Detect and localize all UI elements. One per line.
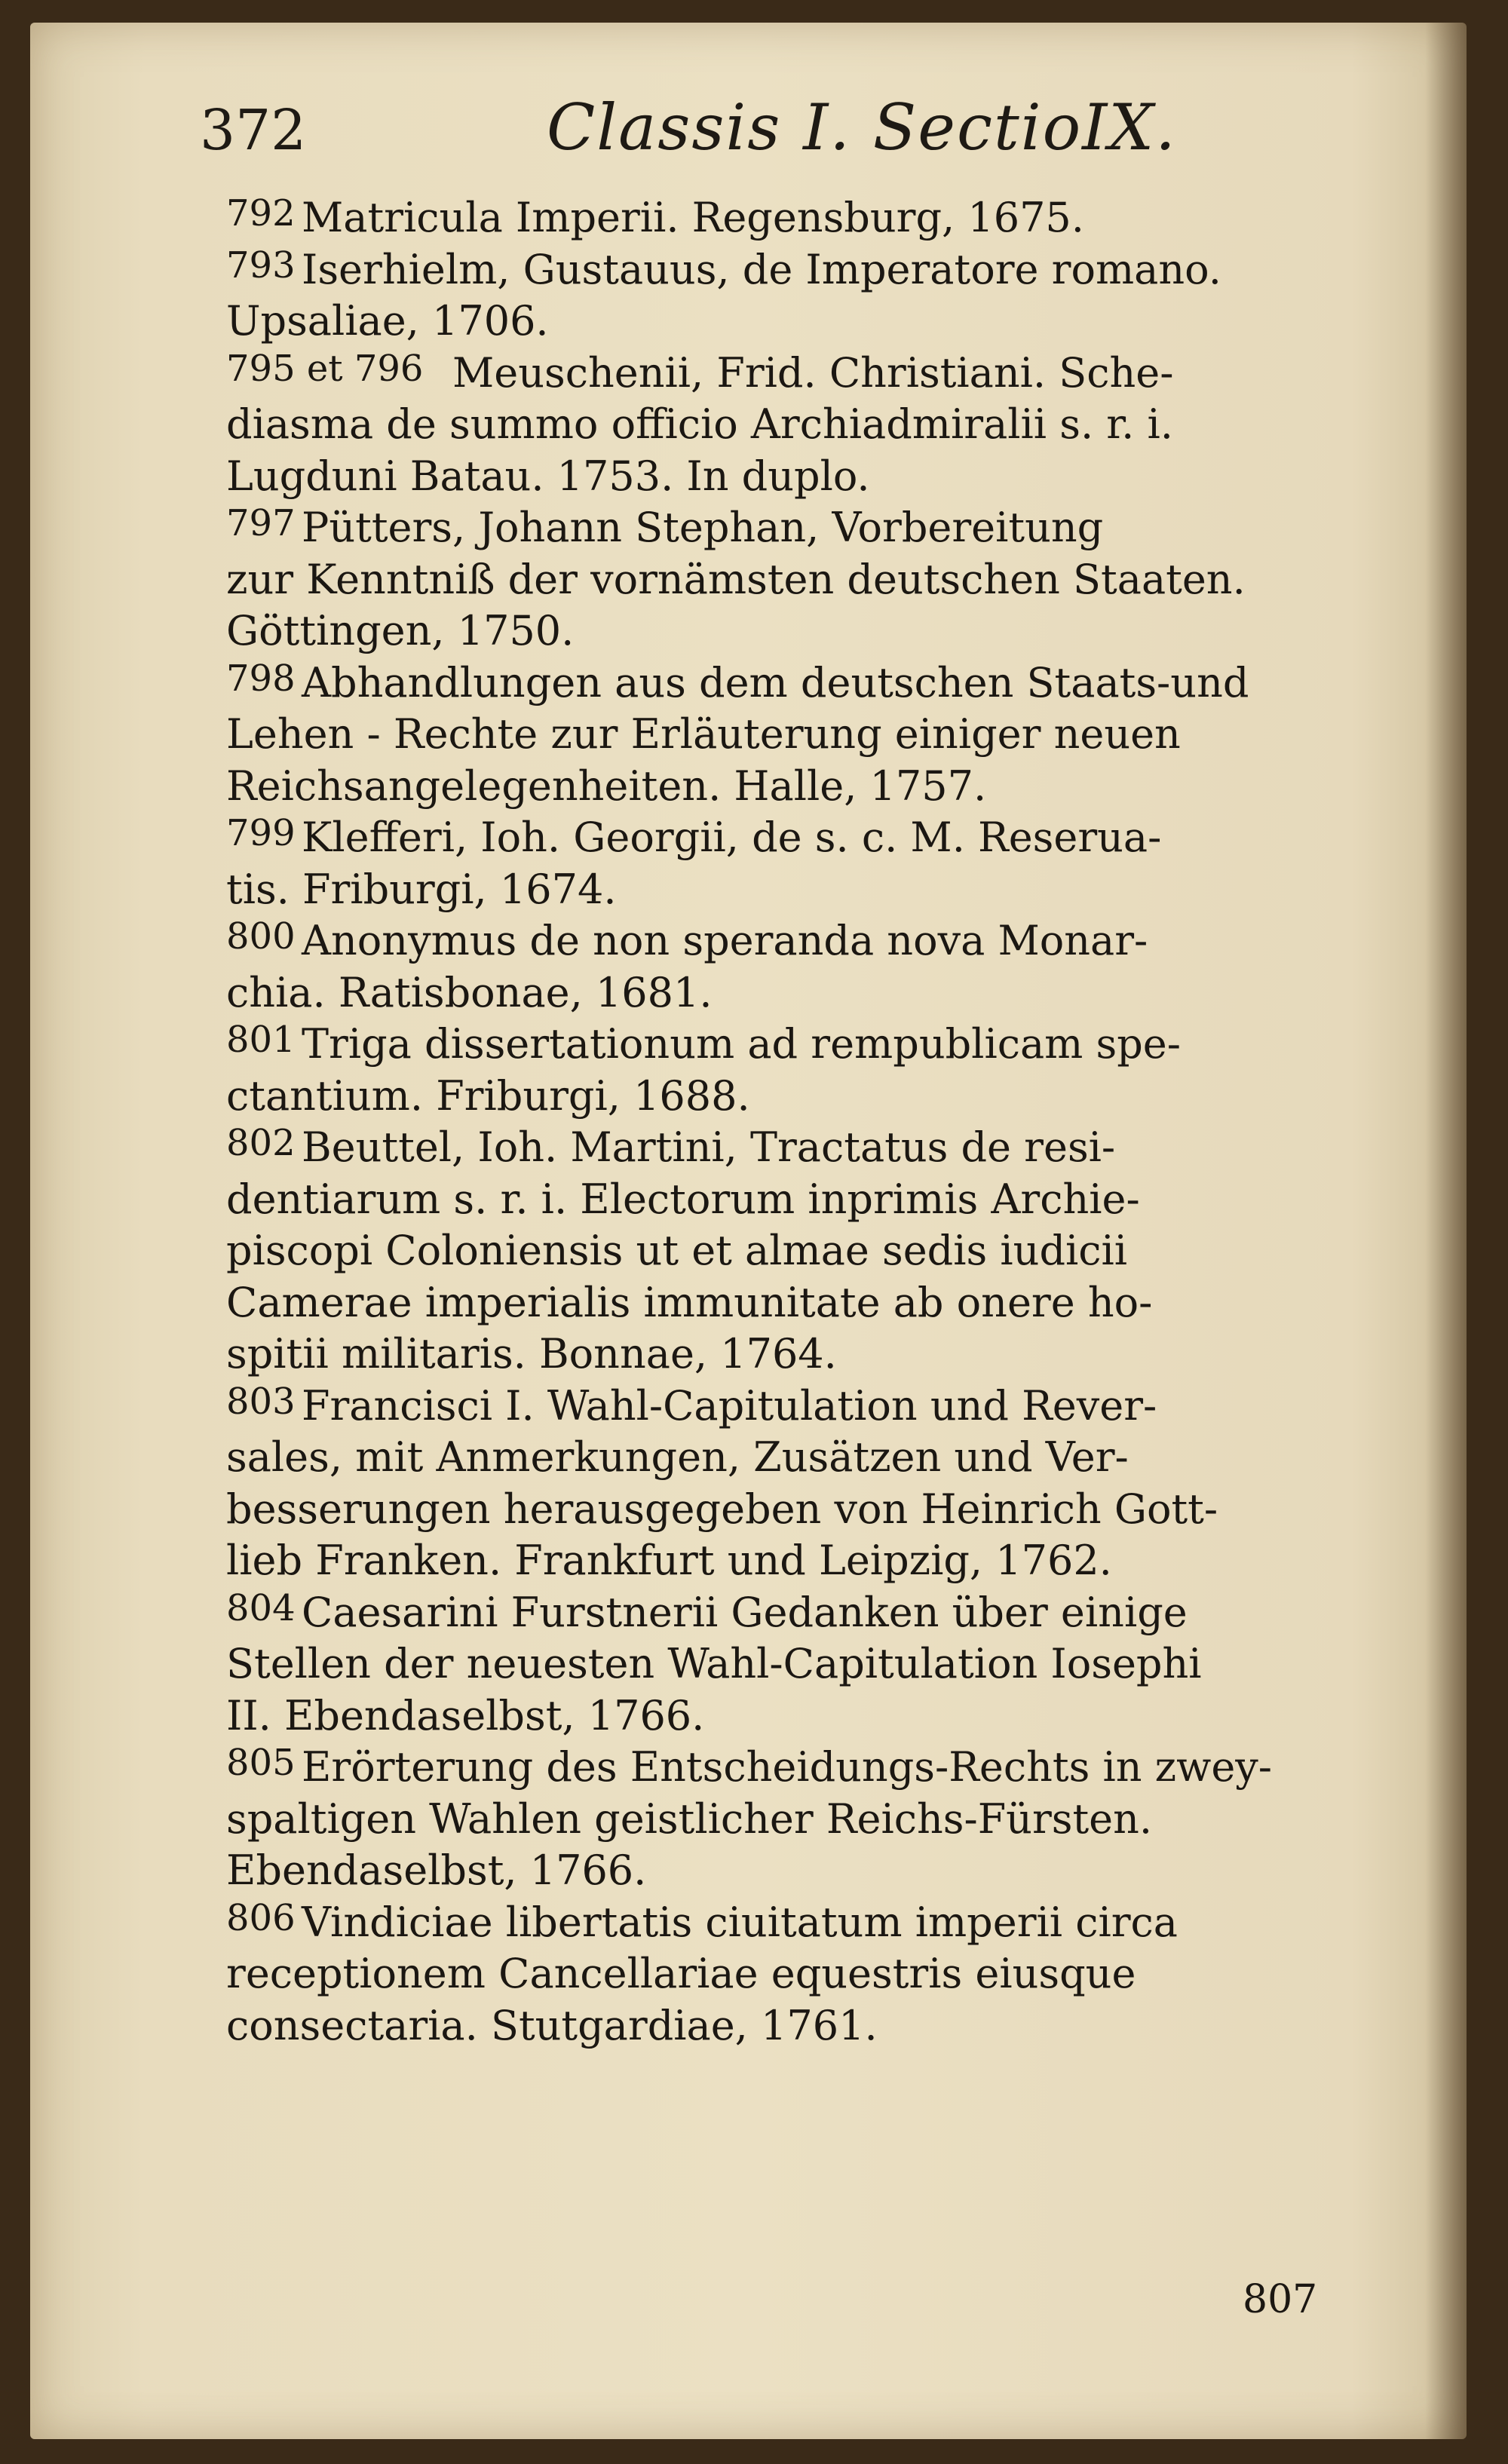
page-header (200, 90, 1270, 173)
catalog-entry (226, 915, 1395, 1019)
entry-line: spaltigen Wahlen geistlicher Reichs-Fürsten. (226, 1794, 1153, 1843)
entry-line: Abhandlungen aus dem deutschen Staats-und (302, 658, 1249, 706)
catalog-entry (226, 1897, 1395, 2052)
entry-line: piscopi Coloniensis ut et almae sedis iudicii (226, 1227, 1128, 1274)
catalog-entry (226, 657, 1395, 813)
entry-line: Lehen - Rechte zur Erläuterung einiger neuen (226, 710, 1181, 758)
entry-line: Francisci I. Wahl-Capitulation und Rever- (302, 1381, 1157, 1430)
entry-number: 792 (226, 192, 296, 234)
entry-number: 804 (226, 1586, 296, 1629)
entry-line: spitii militaris. Bonnae, 1764. (226, 1330, 837, 1378)
entry-line: Reichsangelegenheiten. Halle, 1757. (226, 762, 987, 810)
catalog-entry (226, 348, 1395, 503)
running-title: Classis I. SectioIX. (547, 90, 1177, 164)
entry-line: Iserhielm, Gustauus, de Imperatore romano. (302, 245, 1221, 293)
entry-line: Anonymus de non speranda nova Monar- (302, 917, 1148, 964)
entry-number: 793 (226, 244, 296, 287)
entry-line: Ebendaselbst, 1766. (226, 1846, 647, 1894)
entry-number: 800 (226, 915, 296, 958)
catalog-entry (226, 1587, 1395, 1742)
entry-line: diasma de summo officio Archiadmiralii s. r. i. (226, 400, 1173, 448)
entry-line: Göttingen, 1750. (226, 607, 575, 654)
entry-line: besserungen herausgegeben von Heinrich Gott- (226, 1485, 1218, 1533)
entry-line: receptionem Cancellariae equestris eiusque (226, 1950, 1136, 1997)
catalog-entry (226, 1122, 1395, 1381)
entry-number: 795 et 796 (226, 347, 424, 390)
page-gutter-shadow (1425, 23, 1467, 2439)
entry-line: Lugduni Batau. 1753. In duplo. (226, 452, 870, 500)
page-number: 372 (200, 98, 307, 163)
entry-line: lieb Franken. Frankfurt und Leipzig, 1762. (226, 1537, 1112, 1584)
entry-number: 799 (226, 812, 296, 854)
entry-number: 797 (226, 502, 296, 544)
entry-line: zur Kenntniß der vornämsten deutschen Staaten. (226, 555, 1246, 603)
entry-number: 805 (226, 1742, 296, 1784)
entry-line: Erörterung des Entscheidungs-Rechts in zwey- (302, 1743, 1273, 1791)
entry-line: Vindiciae libertatis ciuitatum imperii circa (302, 1898, 1178, 1946)
entry-line: Klefferi, Ioh. Georgii, de s. c. M. Reserua- (302, 814, 1162, 861)
entry-line: ctantium. Friburgi, 1688. (226, 1071, 750, 1120)
entry-line: Triga dissertationum ad rempublicam spe- (302, 1020, 1182, 1068)
catalog-entry (226, 502, 1395, 657)
entry-number: 798 (226, 657, 296, 700)
entry-line: Stellen der neuesten Wahl-Capitulation Iosephi (226, 1640, 1202, 1687)
catchword: 807 (1243, 2277, 1318, 2322)
catalog-entries (226, 192, 1395, 2052)
entry-number: 801 (226, 1019, 296, 1061)
catalog-entry (226, 192, 1395, 244)
entry-line: chia. Ratisbonae, 1681. (226, 968, 713, 1016)
entry-line: tis. Friburgi, 1674. (226, 865, 617, 913)
entry-line: Camerae imperialis immunitate ab onere ho- (226, 1278, 1153, 1326)
entry-line: Meuschenii, Frid. Christiani. Sche- (452, 348, 1174, 397)
catalog-entry (226, 1742, 1395, 1897)
catalog-entry (226, 1019, 1395, 1122)
entry-line: dentiarum s. r. i. Electorum inprimis Archie- (226, 1175, 1140, 1223)
entry-number: 803 (226, 1380, 296, 1423)
entry-line: sales, mit Anmerkungen, Zusätzen und Ver- (226, 1433, 1129, 1481)
entry-line: Pütters, Johann Stephan, Vorbereitung (302, 504, 1104, 551)
entry-number: 802 (226, 1122, 296, 1164)
catalog-entry (226, 812, 1395, 915)
entry-line: II. Ebendaselbst, 1766. (226, 1691, 705, 1739)
entry-number: 806 (226, 1896, 296, 1939)
entry-line: consectaria. Stutgardiae, 1761. (226, 2001, 878, 2049)
catalog-entry (226, 1381, 1395, 1587)
entry-line: Beuttel, Ioh. Martini, Tractatus de resi- (302, 1123, 1116, 1171)
entry-line: Upsaliae, 1706. (226, 297, 549, 345)
catalog-entry (226, 244, 1395, 348)
entry-line: Caesarini Furstnerii Gedanken über einige (302, 1588, 1188, 1636)
entry-line: Matricula Imperii. Regensburg, 1675. (302, 194, 1084, 241)
